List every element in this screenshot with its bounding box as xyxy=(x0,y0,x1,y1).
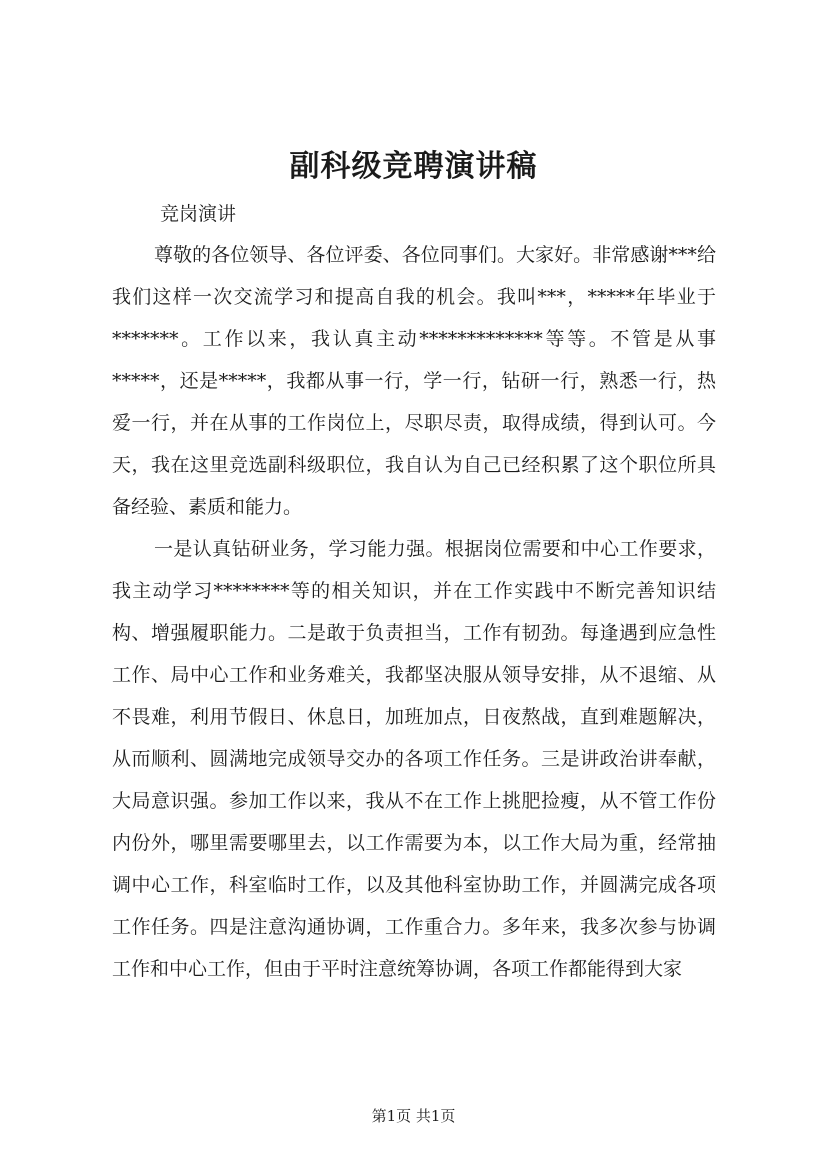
document-subtitle: 竞岗演讲 xyxy=(160,203,237,225)
paragraph-strengths: 一是认真钻研业务，学习能力强。根据岗位需要和中心工作要求，我主动学习********等的相关知识，并在工作实践中不断完善知识结构、增强履职能力。二是敢于负责担当，工作有韧劲。每逢遇到应急性工作、局中心工作和业务难关，我都坚决服从领导安排，从不退缩、从不畏难，利用节假日、休息日，加班加点，日夜熬战，直到难题解决，从而顺利、圆满地完成领导交办的各项工作任务。三是讲政治讲奉献，大局意识强。参加工作以来，我从不在工作上挑肥捡瘦，从不管工作份内份外，哪里需要哪里去，以工作需要为本，以工作大局为重，经常抽调中心工作，科室临时工作，以及其他科室协助工作，并圆满完成各项工作任务。四是注意沟通协调，工作重合力。多年来，我多次参与协调工作和中心工作，但由于平时注意统筹协调，各项工作都能得到大家 xyxy=(112,538,716,980)
document-title: 副科级竞聘演讲稿 xyxy=(289,149,538,184)
paragraph-intro: 尊敬的各位领导、各位评委、各位同事们。大家好。非常感谢***给我们这样一次交流学习和提高自我的机会。我叫***，*****年毕业于*******。工作以来，我认真主动*************等等。不管是从事*****，还是*****，我都从事一行，学一行，钻研一行，熟悉一行，热爱一行，并在从事的工作岗位上，尽职尽责，取得成绩，得到认可。今天，我在这里竞选副科级职位，我自认为自己已经积累了这个职位所具备经验、素质和能力。 xyxy=(112,244,716,518)
page-footer: 第1页 共1页 xyxy=(371,1107,456,1125)
